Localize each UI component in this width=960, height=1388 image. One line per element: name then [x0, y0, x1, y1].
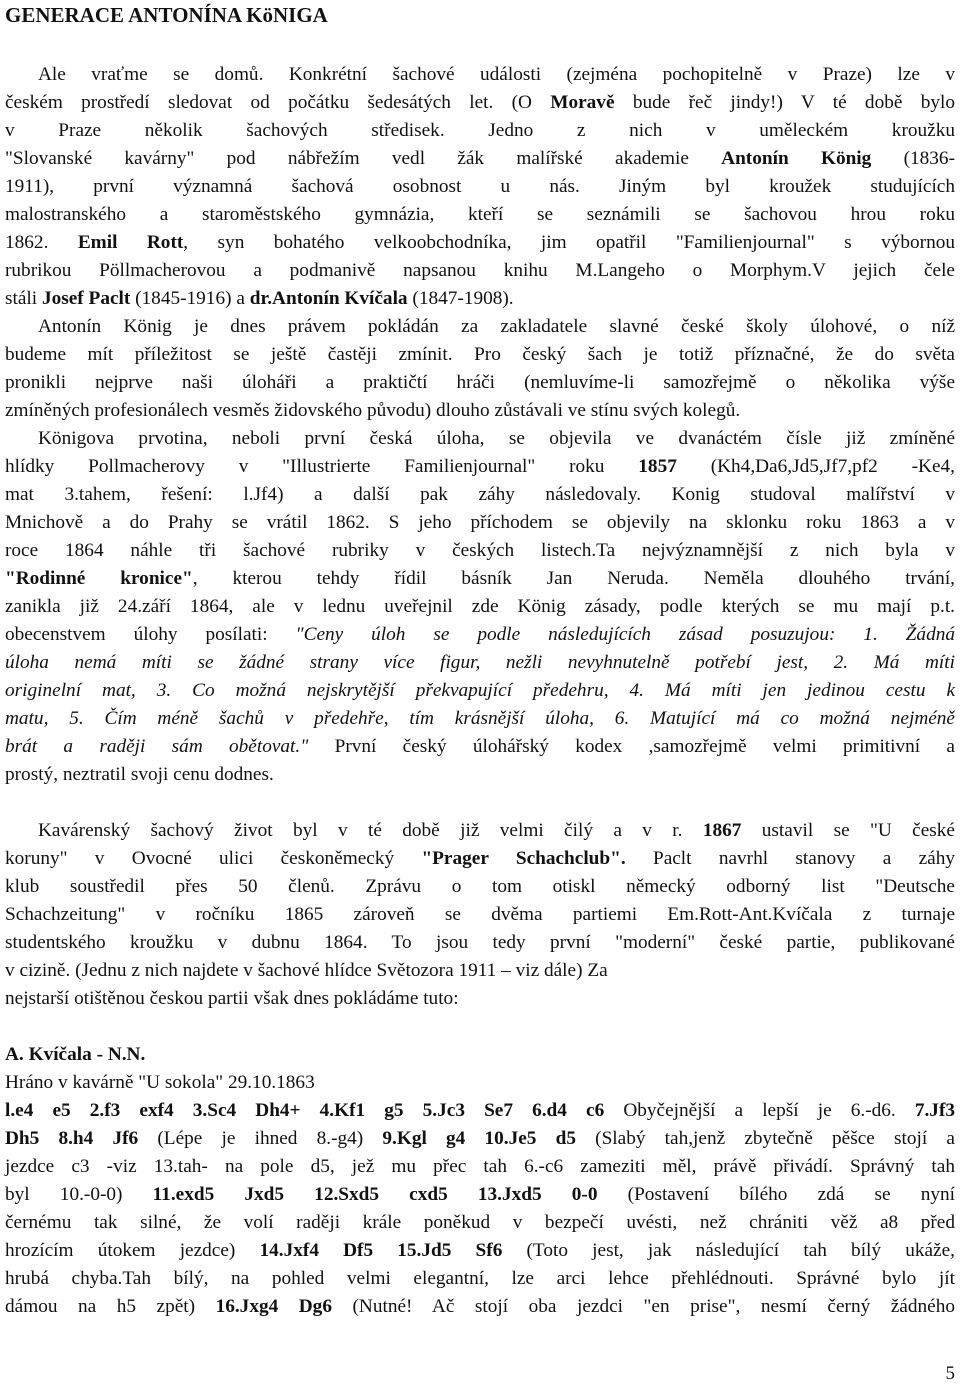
text-span: Obyčejnější a lepší je 6.-d6.	[604, 1100, 915, 1121]
text-line	[5, 1127, 955, 1151]
document-page	[5, 0, 955, 1388]
text-span: (Toto jest, jak následující tah bílý ukáže,	[502, 1240, 955, 1261]
text-span: malostranského a staroměstského gymnázia, kteří se seznámili se šachovou hrou roku	[5, 204, 955, 225]
text-span: zmíněných profesionálech vesměs židovského původu) dlouho zůstávali ve stínu svých kolegů.	[5, 400, 741, 421]
text-line	[5, 399, 955, 423]
text-line	[5, 679, 955, 703]
text-span: 1911), první významná šachová osobnost u nás. Jiným byl kroužek studujících	[5, 176, 955, 197]
text-span: Königova prvotina, neboli první česká úloha, se objevila ve dvanáctém čísle již zmíněné	[38, 428, 955, 449]
text-line	[5, 175, 955, 199]
text-span: 16.Jxg4 Dg6	[215, 1296, 332, 1317]
text-line	[5, 91, 955, 115]
text-span: prostý, neztratil svoji cenu dodnes.	[5, 764, 274, 785]
text-span: jezdce c3 -viz 13.tah- na pole d5, jež mu přec tah 6.-c6 zameziti měl, právě přivádí. Správný tah	[5, 1156, 955, 1177]
text-span: dr.Antonín Kvíčala	[249, 288, 408, 309]
text-line	[5, 1211, 955, 1235]
text-line	[5, 259, 955, 283]
text-line	[5, 343, 955, 367]
text-span: (Slabý tah,jenž zbytečně pěšce stojí a	[575, 1128, 955, 1149]
text-span: A. Kvíčala - N.N.	[5, 1044, 146, 1065]
text-span: zanikla již 24.září 1864, ale v lednu uveřejnil zde König zásady, podle kterých se mu mají p.t.	[5, 596, 955, 617]
text-span: pronikli nejprve naši úloháři a praktičtí hráči (nemluvíme-li samozřejmě o několika výše	[5, 372, 955, 393]
text-line	[5, 847, 955, 871]
text-span: brát a raději sám obětovat."	[5, 736, 309, 757]
text-line	[5, 735, 955, 759]
text-line	[5, 539, 955, 563]
text-span: studentského kroužku v dubnu 1864. To jsou tedy první "moderní" české partie, publikované	[5, 932, 955, 953]
text-span: roce 1864 náhle tři šachové rubriky v českých listech.Ta nejvýznamnější z nich byla v	[5, 540, 955, 561]
text-span: nejstarší otištěnou českou partii však dnes pokládáme tuto:	[5, 988, 459, 1009]
text-line	[5, 651, 955, 675]
text-span: Kavárenský šachový život byl v té době již velmi čilý a v r.	[38, 820, 703, 841]
text-span: 1867	[702, 820, 742, 841]
text-span: byl 10.-0-0)	[5, 1184, 153, 1205]
text-span: První český úlohářský kodex ,samozřejmě velmi primitivní a	[308, 736, 955, 757]
text-line	[5, 959, 955, 983]
text-span: 11.exd5 Jxd5 12.Sxd5 cxd5 13.Jxd5 0-0	[152, 1184, 598, 1205]
text-line	[5, 819, 955, 843]
text-line	[5, 1155, 955, 1179]
text-span: matu, 5. Čím méně šachů v předehře, tím krásnější úloha, 6. Matující má co možná nejméně	[5, 708, 955, 729]
text-span: hrozícím útokem jezdce)	[5, 1240, 260, 1261]
text-span: originelní mat, 3. Co možná nejskrytější překvapující předehru, 4. Má míti jen jedinou cestu k	[5, 680, 955, 701]
text-span: v Praze několik šachových středisek. Jedno z nich v uměleckém kroužku	[5, 120, 955, 141]
text-line	[5, 623, 955, 647]
text-span: 1857	[638, 456, 677, 477]
page-number: 5	[945, 1363, 955, 1384]
text-line	[5, 427, 955, 451]
text-line	[5, 119, 955, 143]
text-span: (Lépe je ihned 8.-g4)	[138, 1128, 383, 1149]
text-span: Emil Rott	[77, 232, 184, 253]
text-span: (1836-	[871, 148, 955, 169]
text-span: hlídky Pollmacherovy v "Illustrierte Familienjournal" roku	[5, 456, 639, 477]
text-line	[5, 455, 955, 479]
text-span: Antonín König je dnes právem pokládán za zakladatele slavné české školy úlohové, o níž	[38, 316, 955, 337]
text-span: 7.Jf3	[914, 1100, 956, 1121]
text-span: klub soustředil přes 50 členů. Zprávu o tom otiskl německý odborný list "Deutsche	[5, 876, 955, 897]
text-span: , kterou tehdy řídil básník Jan Neruda. Neměla dlouhého trvání,	[192, 568, 955, 589]
text-span: v cizině. (Jednu z nich najdete v šachové hlídce Světozora 1911 – viz dále) Za	[5, 960, 608, 981]
text-span: Paclt navrhl stanovy a záhy	[625, 848, 955, 869]
page-title: GENERACE ANTONÍNA KöNIGA	[5, 3, 328, 27]
text-span: (1847-1908).	[407, 288, 514, 309]
text-line	[5, 371, 955, 395]
text-span: bude řeč jindy!) V té době bylo	[614, 92, 955, 113]
text-span: "Ceny úloh se podle následujících zásad posuzujou: 1. Žádná	[295, 624, 955, 645]
text-span: "Slovanské kavárny" pod nábřežím vedl žák malířské akademie	[5, 148, 722, 169]
text-span: rubrikou Pöllmacherovou a podmanivě napsanou knihu M.Langeho o Morphym.V jejich čele	[5, 260, 955, 281]
text-line	[5, 567, 955, 591]
text-line	[5, 763, 955, 787]
text-line	[5, 1295, 955, 1319]
text-line	[5, 147, 955, 171]
text-line	[5, 63, 955, 87]
text-span: Josef Paclt	[41, 288, 131, 309]
text-span: Ale vraťme se domů. Konkrétní šachové události (zejména pochopitelně v Praze) lze v	[38, 64, 955, 85]
text-span: l.e4 e5 2.f3 exf4 3.Sc4 Dh4+ 4.Kf1 g5 5.Jc3 Se7 6.d4 c6	[5, 1100, 605, 1121]
text-span: Antonín König	[721, 148, 872, 169]
text-line	[5, 987, 955, 1011]
text-span: mat 3.tahem, řešení: l.Jf4) a další pak záhy následovaly. Konig studoval malířství v	[5, 484, 955, 505]
text-span: Moravě	[550, 92, 615, 113]
text-span: (Nutné! Ač stojí oba jezdci "en prise", nesmí černý žádného	[331, 1296, 955, 1317]
text-span: ustavil se "U české	[741, 820, 955, 841]
text-span: 9.Kgl g4 10.Je5 d5	[382, 1128, 576, 1149]
text-line	[5, 595, 955, 619]
text-line	[5, 875, 955, 899]
text-span: "Prager Schachclub".	[421, 848, 626, 869]
text-span: Hráno v kavárně "U sokola" 29.10.1863	[5, 1072, 315, 1093]
text-span: , syn bohatého velkoobchodníka, jim opatřil "Familienjournal" s výbornou	[183, 232, 955, 253]
text-span: obecenstvem úlohy posílati:	[5, 624, 296, 645]
text-line	[5, 931, 955, 955]
text-span: budeme mít příležitost se ještě častěji zmínit. Pro český šach je totiž příznačné, že do světa	[5, 344, 955, 365]
text-line	[5, 1071, 955, 1095]
text-span: "Rodinné kronice"	[5, 568, 193, 589]
text-line	[5, 483, 955, 507]
text-span: (1845-1916) a	[130, 288, 250, 309]
text-line	[5, 707, 955, 731]
text-span: (Kh4,Da6,Jd5,Jf7,pf2 -Ke4,	[676, 456, 955, 477]
text-line	[5, 1183, 955, 1207]
text-line	[5, 203, 955, 227]
text-span: 14.Jxf4 Df5 15.Jd5 Sf6	[259, 1240, 503, 1261]
text-line	[5, 1239, 955, 1263]
text-span: úloha nemá míti se žádné strany více figur, nežli nevyhnutelně potřebí jest, 2. Má míti	[5, 652, 955, 673]
text-span: dámou na h5 zpět)	[5, 1296, 216, 1317]
text-line	[5, 287, 955, 311]
text-line	[5, 903, 955, 927]
text-span: (Postavení bílého zdá se nyní	[597, 1184, 955, 1205]
text-span: Mnichově a do Prahy se vrátil 1862. S jeho příchodem se objevily na sklonku roku 1863 a v	[5, 512, 955, 533]
text-line	[5, 511, 955, 535]
text-span: černému tak silné, že volí raději krále poněkud v bezpečí uvésti, než chrániti věž a8 před	[5, 1212, 955, 1233]
text-span: koruny" v Ovocné ulici českoněmecký	[5, 848, 422, 869]
text-line	[5, 1267, 955, 1291]
text-line	[5, 315, 955, 339]
text-span: 1862.	[5, 232, 78, 253]
text-span: hrubá chyba.Tah bílý, na pohled velmi elegantní, lze arci lehce přehlédnouti. Správné bylo jít	[5, 1268, 955, 1289]
text-span: Schachzeitung" v ročníku 1865 zároveň se dvěma partiemi Em.Rott-Ant.Kvíčala z turnaje	[5, 904, 955, 925]
text-line	[5, 1043, 955, 1067]
text-line	[5, 1099, 955, 1123]
text-span: českém prostředí sledovat od počátku šedesátých let. (O	[5, 92, 551, 113]
text-line	[5, 231, 955, 255]
text-span: Dh5 8.h4 Jf6	[5, 1128, 139, 1149]
text-span: stáli	[5, 288, 42, 309]
